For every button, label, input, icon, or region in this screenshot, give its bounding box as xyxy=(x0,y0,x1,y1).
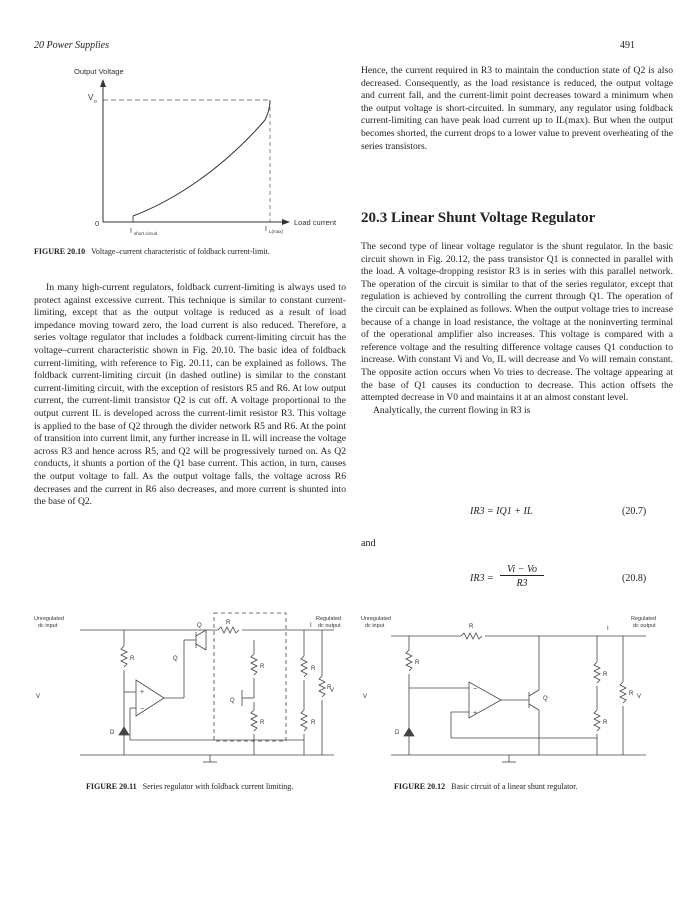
zener-d1 xyxy=(119,727,129,735)
r2-label: R xyxy=(603,720,608,726)
caption-text: Voltage–current characteristic of foldback current-limit. xyxy=(91,247,270,256)
r3-label: R xyxy=(226,620,231,626)
dc-output-label: dc output xyxy=(633,623,656,629)
caption-text: Series regulator with foldback current limiting. xyxy=(142,782,294,791)
caption-number: FIGURE 20.12 xyxy=(394,782,446,791)
rl-resistor xyxy=(620,682,626,703)
il-label: I xyxy=(310,623,312,629)
x-axis-label: Load current xyxy=(294,218,337,227)
r1-resistor xyxy=(594,662,600,683)
r1-label: R xyxy=(311,666,316,672)
vo-label: V xyxy=(330,688,335,694)
r4-resistor xyxy=(406,650,412,671)
y-axis-arrow xyxy=(100,79,106,87)
y-axis-label: Output Voltage xyxy=(74,67,124,76)
il-label: I xyxy=(607,626,609,632)
vo-sub: o xyxy=(94,99,97,105)
equation-20-8-denominator: R3 xyxy=(516,578,528,589)
dc-input-label: dc input xyxy=(38,623,58,629)
rl-label: R xyxy=(629,691,634,697)
r2-label: R xyxy=(311,720,316,726)
rl-label: R xyxy=(327,685,332,691)
figure-20-12-caption xyxy=(394,782,578,791)
vo-label: V xyxy=(637,694,642,700)
op-amp-minus: − xyxy=(473,686,478,693)
r6-label: R xyxy=(260,720,265,726)
unregulated-label: Unregulated xyxy=(361,616,391,622)
continuation-paragraph: Hence, the current required in R3 to maintain the conduction state of Q2 is also decreased. Consequently, as the load resistance is reduced, the output voltage and current fall, and the current-limit point decreases toward a minimum when the output voltage is short-circuited. In summary, any regulator using foldback current-limiting can have peak load current up to IL(max). But when the output becomes shorted, the current drops to a lower value to prevent overheating of the series transistors. xyxy=(361,65,673,152)
r2-resistor xyxy=(594,710,600,731)
unregulated-label: Unregulated xyxy=(34,616,64,622)
d1-label: D xyxy=(110,730,115,736)
lmax-sub: L(max) xyxy=(269,229,284,234)
shunt-regulator-schematic xyxy=(361,610,673,778)
foldback-paragraph: In many high-current regulators, foldback current-limiting is always used to protect against excessive current. This technique is similar to constant current-limiting, except that as the output voltage is reduced as a result of load impedance moving toward zero, the load current is also reduced. Therefore, a series voltage regulator that includes a foldback current-limiting circuit has the voltage–current characteristic shown in Fig. 20.10. The basic idea of foldback current-limiting, with reference to Fig. 20.11, can be explained as follows. The foldback current-limiting circuit (in dashed outline) is similar to the constant current-limiting circuit, with the exception of resistors R5 and R6. At low output current, the current-limit transistor Q2 is cut off. A voltage proportional to the output current IL is developed across the current-limit resistor R3. This voltage is applied to the base of Q2 through the divider network R5 and R6. At the point of transition into current limit, any further increase in IL will increase the voltage across R3 and hence across R5, and Q2 will be progressively turned on. As Q2 conducts, it shunts a portion of the Q1 base current. This action, in turn, causes the output voltage to fall. As the output voltage falls, the voltage across R6 decreases and the current in R6 also decreases, and more current is shunted into the base of Q2. xyxy=(34,282,346,508)
r1-resistor xyxy=(301,656,307,677)
equation-20-7: IR3 = IQ1 + IL xyxy=(470,506,533,517)
short-label: I xyxy=(130,228,132,235)
rl-resistor xyxy=(319,676,325,697)
analytic-paragraph: Analytically, the current flowing in R3 is xyxy=(373,404,531,416)
op-amp-plus: + xyxy=(140,689,145,696)
and-word: and xyxy=(361,538,376,549)
foldback-curve xyxy=(133,100,270,216)
regulated-label: Regulated xyxy=(316,616,342,622)
vi-label: V xyxy=(363,694,368,700)
lmax-label: I xyxy=(265,226,267,233)
q2-label: Q xyxy=(230,698,235,704)
q3-label: Q xyxy=(173,656,178,662)
op-amp-plus: + xyxy=(473,710,478,717)
foldback-characteristic-graph xyxy=(60,62,360,242)
dc-input-label: dc input xyxy=(365,623,385,629)
regulated-label: Regulated xyxy=(631,616,657,622)
equation-20-8-lhs: IR3 = xyxy=(470,573,494,584)
r2-resistor xyxy=(301,710,307,731)
r5-label: R xyxy=(260,664,265,670)
series-regulator-schematic xyxy=(34,610,346,778)
r5-resistor xyxy=(251,654,257,675)
figure-20-11-caption xyxy=(86,782,293,791)
left-column xyxy=(34,282,346,509)
running-head: 20 Power Supplies xyxy=(34,40,109,51)
caption-text: Basic circuit of a linear shunt regulator. xyxy=(451,782,578,791)
right-column-intro xyxy=(361,65,673,153)
caption-number: FIGURE 20.11 xyxy=(86,782,137,791)
q1-label: Q xyxy=(197,623,202,629)
caption-number: FIGURE 20.10 xyxy=(34,247,86,256)
page-number: 491 xyxy=(620,40,635,51)
r3-resistor xyxy=(461,633,482,639)
figure-20-10-caption xyxy=(34,247,270,256)
equation-20-8-number: (20.8) xyxy=(622,573,647,584)
op-amp-minus: − xyxy=(140,706,145,713)
x-axis-arrow xyxy=(282,219,290,225)
short-sub: short circuit xyxy=(134,231,158,236)
d1-label: D xyxy=(395,730,400,736)
q1-label: Q xyxy=(543,696,548,702)
r4-resistor xyxy=(121,646,127,667)
zener-d1 xyxy=(404,728,414,736)
r3-label: R xyxy=(469,624,474,630)
vo-label: V xyxy=(88,93,94,102)
vi-label: V xyxy=(36,694,41,700)
r6-resistor xyxy=(251,710,257,731)
r1-label: R xyxy=(603,672,608,678)
section-heading: 20.3 Linear Shunt Voltage Regulator xyxy=(361,210,596,226)
r4-label: R xyxy=(415,660,420,666)
r4-label: R xyxy=(130,656,135,662)
dc-output-label: dc output xyxy=(318,623,341,629)
right-column-section xyxy=(361,241,673,417)
equation-20-8-numerator: Vi − Vo xyxy=(500,564,544,576)
r3-resistor xyxy=(218,627,239,633)
equation-20-7-number: (20.7) xyxy=(622,506,647,517)
zero-label: 0 xyxy=(95,219,100,228)
shunt-paragraph: The second type of linear voltage regulator is the shunt regulator. In the basic circuit shown in Fig. 20.12, the pass transistor Q1 is connected in parallel with the load. A voltage-dropping resistor R3 is in series with this parallel network. The operation of the circuit is similar to that of the series regulator, except that regulation is achieved by controlling the current through Q1. The operation of the circuit can be explained as follows. When the output voltage tries to increase because of a change in load resistance, the voltage at the noninverting terminal of the operational amplifier also increases. This voltage is compared with a reference voltage and the resulting difference voltage causes Q1 conduction to increase. With constant Vi and Vo, IL will decrease and Vo will remain constant. The opposite action occurs when Vo tries to decrease. The voltage appearing at the base of Q1 causes its conduction to decrease. This action offsets the attempted decrease in V0 and maintains it at an almost constant level. xyxy=(361,241,673,404)
